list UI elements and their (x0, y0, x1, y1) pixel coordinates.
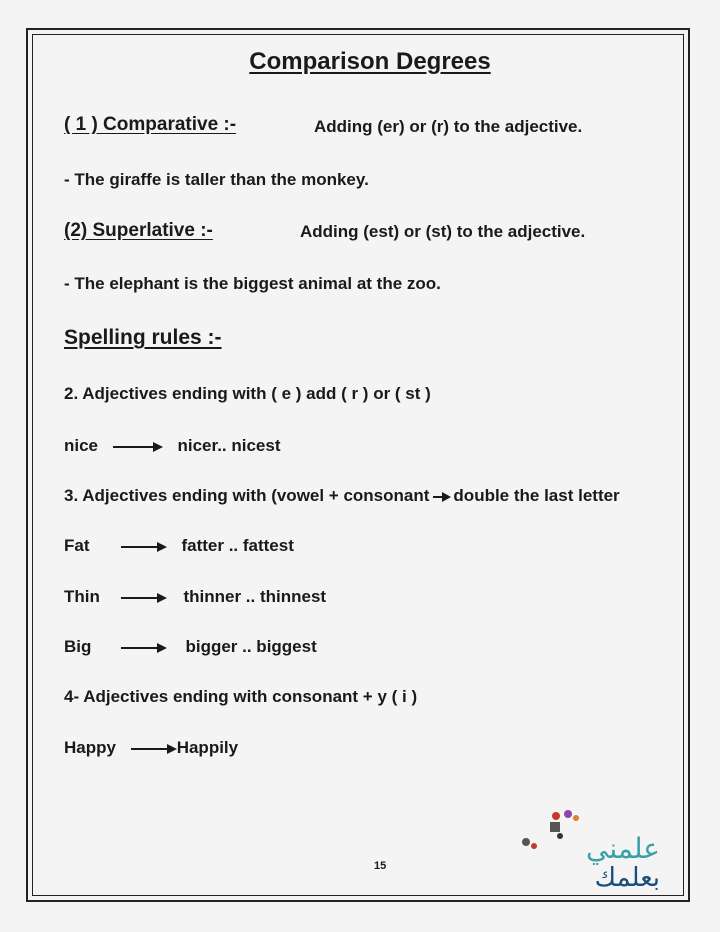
rule-2: 2. Adjectives ending with ( e ) add ( r ) or ( st ) (64, 384, 431, 403)
superlative-rule: Adding (est) or (st) to the adjective. (300, 222, 586, 241)
arrow-right-icon (433, 491, 451, 503)
page-border-inner (32, 34, 684, 896)
example-result: Happily (176, 738, 239, 757)
example-result: bigger .. biggest (185, 637, 317, 656)
example-base: Happy (64, 738, 116, 757)
rule-4: 4- Adjectives ending with consonant + y ( i ) (64, 687, 418, 706)
example-thin (64, 587, 326, 607)
example-happy (64, 738, 238, 758)
example-fat (64, 536, 294, 556)
arrow-right-icon (131, 743, 177, 755)
superlative-example: - The elephant is the biggest animal at the zoo. (64, 274, 441, 293)
example-result: thinner .. thinnest (183, 587, 327, 606)
spelling-rules-heading: Spelling rules :- (64, 326, 222, 349)
example-base: Thin (64, 587, 100, 606)
logo-text-line1: علمني (586, 832, 660, 865)
rule-3-text-end: double the last letter (453, 486, 620, 505)
example-base: Fat (64, 536, 90, 555)
brand-logo (516, 806, 666, 890)
page-title: Comparison Degrees (249, 48, 491, 75)
rule-3-text-start: 3. Adjectives ending with (vowel + consonant (64, 486, 430, 505)
example-nice (64, 436, 281, 456)
arrow-right-icon (113, 441, 163, 453)
arrow-right-icon (121, 541, 167, 553)
logo-graphic (516, 806, 666, 890)
comparative-example: - The giraffe is taller than the monkey. (64, 170, 369, 189)
logo-text-line2: بعلمك (594, 863, 660, 890)
example-result: nicer.. nicest (177, 436, 281, 455)
rule-3 (64, 486, 620, 506)
example-result: fatter .. fattest (181, 536, 294, 555)
superlative-heading: (2) Superlative :- (64, 220, 213, 241)
example-base: nice (64, 436, 99, 455)
page-number: 15 (374, 860, 387, 872)
arrow-right-icon (121, 592, 167, 604)
arrow-right-icon (121, 642, 167, 654)
comparative-heading: ( 1 ) Comparative :- (64, 114, 237, 135)
comparative-rule: Adding (er) or (r) to the adjective. (314, 117, 583, 136)
example-big (64, 637, 317, 657)
example-base: Big (64, 637, 92, 656)
